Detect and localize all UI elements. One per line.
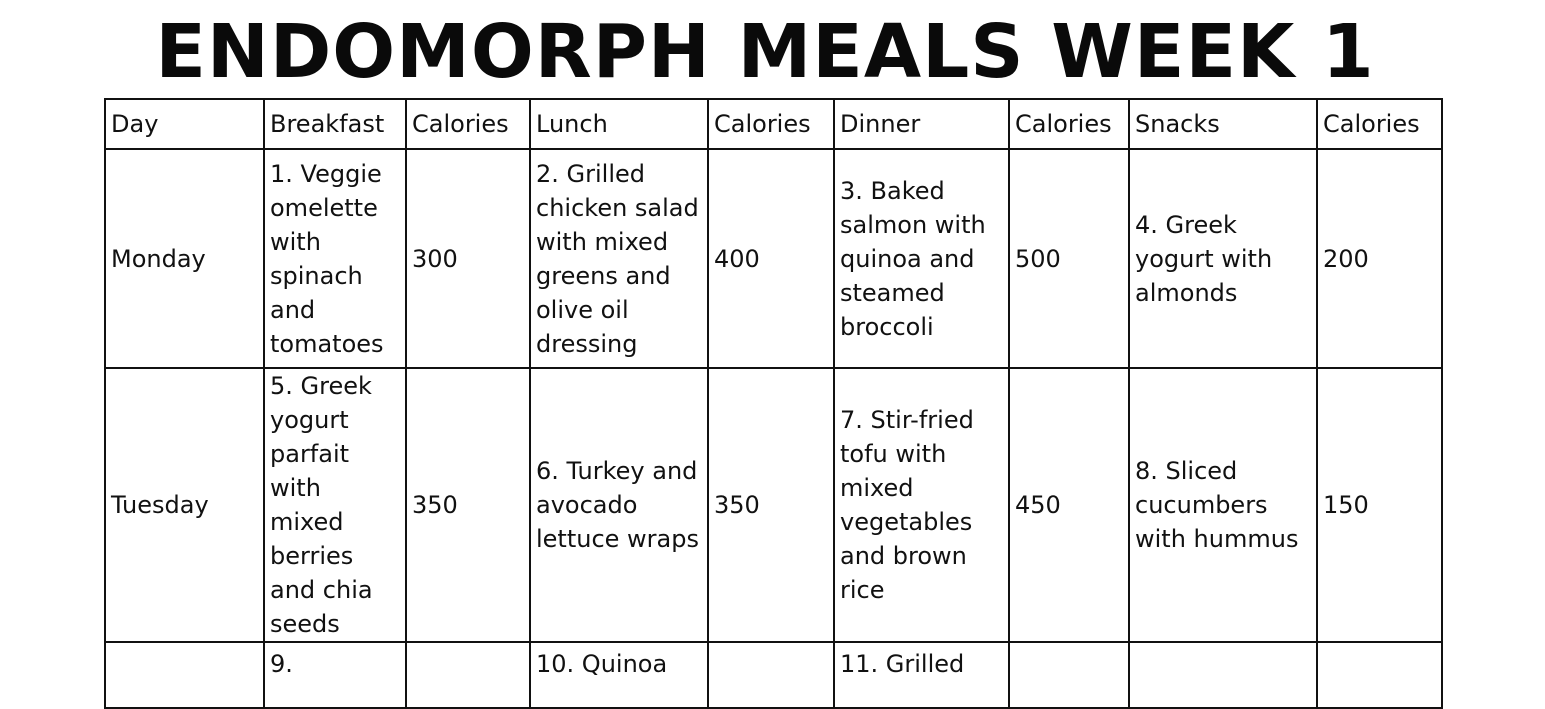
header-lunch-calories: Calories — [708, 99, 834, 149]
table-row — [105, 368, 1442, 642]
header-snacks-calories: Calories — [1317, 99, 1442, 149]
cell-day: Tuesday — [105, 368, 264, 642]
cell-dinner: 3. Baked salmon with quinoa and steamed broccoli — [834, 149, 1009, 368]
header-lunch: Lunch — [530, 99, 708, 149]
cell-lunch — [530, 642, 708, 708]
page-title: ENDOMORPH MEALS WEEK 1 — [155, 9, 1375, 95]
cell-dinner-text: 11. Grilled — [840, 650, 965, 678]
cell-lunch-calories — [708, 642, 834, 708]
table-header-row — [105, 99, 1442, 149]
cell-day: Monday — [105, 149, 264, 368]
header-dinner-calories: Calories — [1009, 99, 1129, 149]
cell-breakfast: 1. Veggie omelette with spinach and tomatoes — [264, 149, 406, 368]
meal-plan-table — [104, 98, 1443, 709]
table-row — [105, 642, 1442, 708]
cell-breakfast-text: 9. — [270, 650, 293, 678]
cell-snacks — [1129, 642, 1317, 708]
table-row — [105, 149, 1442, 368]
cell-dinner: 7. Stir-fried tofu with mixed vegetables and brown rice — [834, 368, 1009, 642]
header-dinner: Dinner — [834, 99, 1009, 149]
cell-breakfast: 5. Greek yogurt parfait with mixed berries and chia seeds — [264, 368, 406, 642]
header-snacks: Snacks — [1129, 99, 1317, 149]
cell-dinner-calories — [1009, 642, 1129, 708]
cell-day — [105, 642, 264, 708]
cell-lunch: 6. Turkey and avocado lettuce wraps — [530, 368, 708, 642]
cell-dinner-calories: 450 — [1009, 368, 1129, 642]
cell-snacks-calories: 150 — [1317, 368, 1442, 642]
cell-breakfast — [264, 642, 406, 708]
cell-lunch-calories: 400 — [708, 149, 834, 368]
cell-lunch-text: 10. Quinoa — [536, 650, 668, 678]
header-day: Day — [105, 99, 264, 149]
cell-breakfast-calories — [406, 642, 530, 708]
cell-dinner — [834, 642, 1009, 708]
cell-snacks-calories: 200 — [1317, 149, 1442, 368]
header-breakfast-calories: Calories — [406, 99, 530, 149]
cell-breakfast-calories: 350 — [406, 368, 530, 642]
cell-snacks: 4. Greek yogurt with almonds — [1129, 149, 1317, 368]
cell-breakfast-calories: 300 — [406, 149, 530, 368]
cell-lunch: 2. Grilled chicken salad with mixed greens and olive oil dressing — [530, 149, 708, 368]
cell-dinner-calories: 500 — [1009, 149, 1129, 368]
cell-snacks-calories — [1317, 642, 1442, 708]
cell-snacks: 8. Sliced cucumbers with hummus — [1129, 368, 1317, 642]
header-breakfast: Breakfast — [264, 99, 406, 149]
cell-lunch-calories: 350 — [708, 368, 834, 642]
